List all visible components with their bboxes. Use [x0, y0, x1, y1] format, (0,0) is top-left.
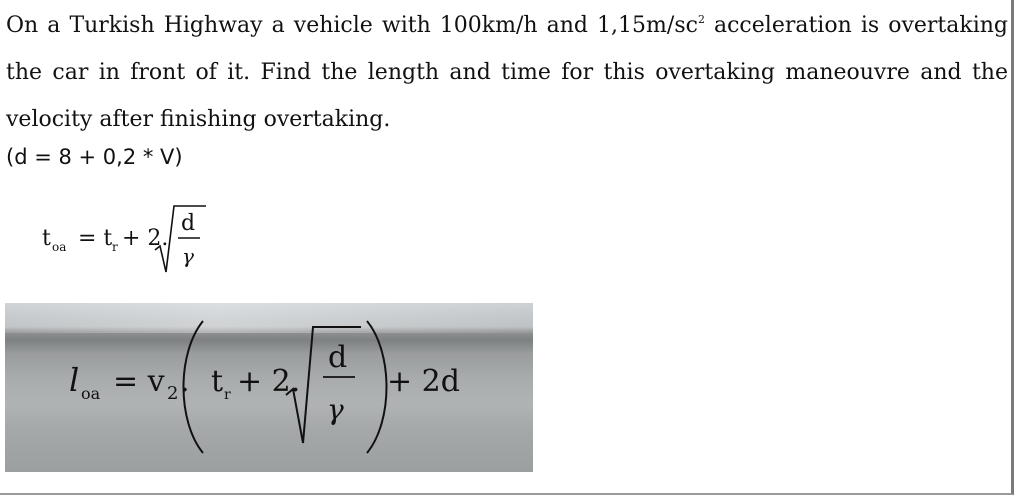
- problem-statement: [6, 2, 1008, 143]
- tr-subscript: r: [112, 240, 118, 254]
- overtaking-length-formula: [5, 303, 533, 472]
- dot: .: [180, 364, 190, 399]
- loa-subscript: oa: [81, 384, 101, 403]
- plus-two: + 2.: [122, 226, 169, 251]
- v-subscript: 2: [167, 383, 179, 404]
- plus-2d: + 2d: [387, 364, 460, 399]
- eq-tr: = t: [78, 226, 113, 251]
- exponent: 2: [697, 13, 705, 26]
- t-symbol: t: [211, 364, 224, 399]
- tr-subscript: r: [224, 387, 231, 403]
- loa-symbol: l: [69, 361, 80, 399]
- fraction-denominator: γ: [182, 244, 194, 268]
- distance-condition: (d = 8 + 0,2 * V): [6, 145, 183, 169]
- problem-text-after: acceleration is overtaking the car in front of it. Find the length and time for this overtaking maneouvre and the velocity after finishing overtaking.: [6, 13, 1008, 132]
- toa-symbol: t: [42, 226, 51, 251]
- toa-subscript: oa: [52, 240, 67, 254]
- eq-v: = v: [113, 364, 165, 399]
- right-paren: [367, 321, 387, 453]
- fraction-numerator: d: [181, 211, 196, 236]
- overtaking-time-formula: [40, 200, 210, 280]
- fraction-denominator: γ: [327, 393, 344, 426]
- fraction-numerator: d: [328, 340, 348, 375]
- road-background-image: [5, 303, 533, 472]
- problem-text: On a Turkish Highway a vehicle with 100km/h and 1,15m/sc: [6, 13, 698, 38]
- plus-two: + 2.: [237, 364, 301, 399]
